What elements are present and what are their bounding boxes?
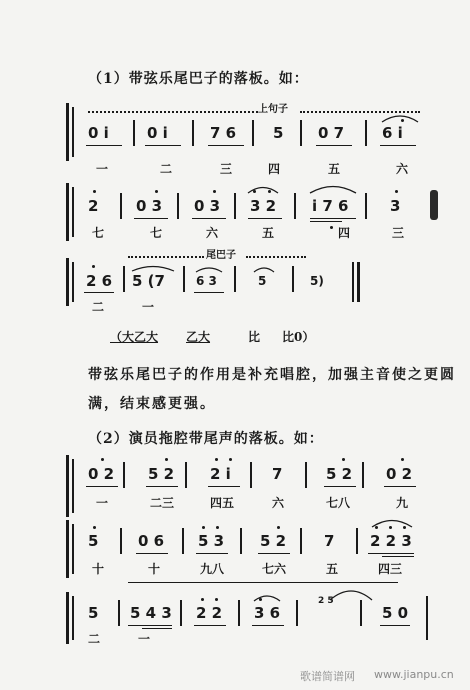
lyric: 十 xyxy=(92,562,105,576)
beat-underline xyxy=(310,221,342,222)
slur xyxy=(252,592,282,602)
lyric: 四三 xyxy=(378,562,403,576)
octave-dot xyxy=(155,190,158,193)
phrase-label-tail: 尾巴子 xyxy=(206,250,236,261)
octave-dot xyxy=(202,526,205,529)
lyric: 三 xyxy=(392,226,405,240)
measure: 5 2 xyxy=(148,465,175,483)
lyric: 七六 xyxy=(262,562,287,576)
percussion-syllable: （大乙大 xyxy=(110,330,159,344)
octave-dot xyxy=(395,190,398,193)
watermark-url: www.jianpu.cn xyxy=(374,668,454,681)
beat-underline xyxy=(192,218,226,219)
beat-underline xyxy=(136,553,168,554)
barline xyxy=(180,600,182,626)
octave-dot xyxy=(215,598,218,601)
beat-underline xyxy=(258,553,290,554)
beat-underline xyxy=(310,218,356,219)
barline-start xyxy=(72,107,74,157)
percussion-syllable: 乙大 xyxy=(186,330,211,344)
lyric: 七八 xyxy=(326,496,351,510)
slur xyxy=(380,112,420,124)
lyric: 七 xyxy=(150,226,163,240)
octave-dot xyxy=(93,190,96,193)
measure: 5 xyxy=(88,604,99,622)
octave-dot xyxy=(259,598,262,601)
measure: 7 xyxy=(324,532,335,550)
lyric: 二三 xyxy=(150,496,175,510)
barline xyxy=(182,528,184,554)
measure: 2 2 xyxy=(196,604,223,622)
barline xyxy=(185,462,187,488)
barline-start xyxy=(66,520,69,578)
beat-underline xyxy=(196,553,228,554)
octave-dot xyxy=(165,458,168,461)
barline xyxy=(123,266,125,292)
lyric: 一 xyxy=(96,496,109,510)
octave-dot xyxy=(342,458,345,461)
lyric: 六 xyxy=(272,496,285,510)
barline xyxy=(360,600,362,626)
measure: 5 2 xyxy=(326,465,353,483)
slur xyxy=(252,264,276,273)
phrase-marker-line xyxy=(128,582,398,583)
barline xyxy=(234,193,236,219)
measure: 0 i xyxy=(147,124,168,142)
barline xyxy=(192,120,194,146)
measure: 2 i xyxy=(210,465,231,483)
barline-end xyxy=(426,596,428,640)
phrase-marker-line xyxy=(128,256,204,258)
barline xyxy=(238,600,240,626)
beat-underline xyxy=(248,218,282,219)
phrase-marker-line xyxy=(246,256,306,258)
octave-dot xyxy=(216,526,219,529)
barline xyxy=(296,600,298,626)
barline-end xyxy=(352,262,354,302)
slur xyxy=(130,262,176,272)
beat-underline xyxy=(316,145,352,146)
percussion-syllable: 比 xyxy=(248,330,261,344)
slur xyxy=(246,184,280,194)
beat-underline xyxy=(324,486,356,487)
watermark-site: 歌谱简谱网 xyxy=(300,670,355,683)
barline xyxy=(362,462,364,488)
beat-underline xyxy=(194,292,224,293)
beat-underline xyxy=(208,145,244,146)
lyric: 一 xyxy=(96,162,109,176)
beat-underline xyxy=(146,486,178,487)
beat-underline xyxy=(145,145,181,146)
slur xyxy=(194,264,224,273)
barline-start xyxy=(66,592,69,644)
measure: 0 3 xyxy=(194,197,221,215)
beat-underline xyxy=(208,486,240,487)
percussion-syllable: 比0） xyxy=(282,330,315,344)
section2-heading: （2）演员拖腔带尾声的落板。如： xyxy=(88,431,324,447)
barline-start xyxy=(66,103,69,161)
octave-dot xyxy=(389,526,392,529)
octave-dot xyxy=(213,190,216,193)
octave-dot xyxy=(215,458,218,461)
barline-start xyxy=(66,455,69,517)
barline xyxy=(240,528,242,554)
octave-dot xyxy=(101,458,104,461)
barline-start xyxy=(72,187,74,237)
barline-start xyxy=(72,524,74,574)
body-paragraph-line: 带弦乐尾巴子的作用是补充唱腔，加强主音使之更圆 xyxy=(88,367,456,383)
barline xyxy=(365,120,367,146)
barline-start xyxy=(72,596,74,640)
beat-underline xyxy=(84,292,114,293)
barline xyxy=(120,528,122,554)
lyric: 九八 xyxy=(200,562,225,576)
octave-dot xyxy=(401,458,404,461)
barline xyxy=(252,120,254,146)
measure: 5 xyxy=(273,124,284,142)
barline-end xyxy=(357,262,360,302)
beat-underline xyxy=(86,486,118,487)
lyric: 五 xyxy=(262,226,275,240)
lyric: 五 xyxy=(326,562,339,576)
beat-underline xyxy=(380,145,416,146)
lyric: 一 xyxy=(142,300,155,314)
beat-underline xyxy=(384,486,416,487)
barline xyxy=(365,193,367,219)
measure: 6 3 xyxy=(196,274,217,288)
measure: 5 4 3 xyxy=(130,604,172,622)
barline xyxy=(118,600,120,626)
lyric: 六 xyxy=(396,162,409,176)
beat-underline xyxy=(252,625,284,626)
measure: 3 6 xyxy=(254,604,281,622)
lyric: 九 xyxy=(396,496,409,510)
barline-start xyxy=(66,258,69,306)
measure: 2 2 3 xyxy=(370,532,412,550)
octave-dot xyxy=(92,265,95,268)
barline xyxy=(300,528,302,554)
barline xyxy=(183,266,185,292)
lyric: 五 xyxy=(328,162,341,176)
barline xyxy=(305,462,307,488)
barline xyxy=(133,120,135,146)
lyric: 一 xyxy=(138,632,151,646)
octave-dot xyxy=(375,526,378,529)
lyric: 四 xyxy=(268,162,281,176)
beat-underline xyxy=(368,553,414,554)
barline xyxy=(120,193,122,219)
measure: 6 i xyxy=(382,124,403,142)
measure: 5 3 xyxy=(198,532,225,550)
barline xyxy=(234,266,236,292)
octave-dot xyxy=(93,526,96,529)
measure: 5) xyxy=(310,274,324,288)
measure: 0 7 xyxy=(318,124,345,142)
measure: i 7 6 xyxy=(312,197,349,215)
octave-dot xyxy=(403,526,406,529)
beat-underline xyxy=(382,556,414,557)
phrase-marker-line xyxy=(88,111,258,113)
measure: 5 xyxy=(88,532,99,550)
barline xyxy=(250,462,252,488)
beat-underline xyxy=(134,218,168,219)
octave-dot xyxy=(229,458,232,461)
lyric: 二 xyxy=(160,162,173,176)
barline xyxy=(177,193,179,219)
print-smudge xyxy=(430,190,438,220)
measure: 2 6 xyxy=(86,272,113,290)
phrase-label-top: 上句子 xyxy=(258,104,288,115)
barline xyxy=(294,193,296,219)
lyric: 七 xyxy=(92,226,105,240)
barline xyxy=(123,462,125,488)
octave-dot xyxy=(201,598,204,601)
lyric: 六 xyxy=(206,226,219,240)
slur xyxy=(308,182,358,194)
lyric: 三 xyxy=(220,162,233,176)
barline-start xyxy=(72,459,74,513)
beat-underline xyxy=(194,625,226,626)
beat-underline xyxy=(128,625,172,626)
grace-note: 2 5 xyxy=(318,596,334,606)
barline-start xyxy=(72,262,74,302)
measure: 7 xyxy=(272,465,283,483)
barline xyxy=(292,266,294,292)
measure: 0 3 xyxy=(136,197,163,215)
measure: 5 0 xyxy=(382,604,409,622)
measure: 5 2 xyxy=(260,532,287,550)
measure: 3 2 xyxy=(250,197,277,215)
measure: 3 xyxy=(390,197,401,215)
lyric: 四五 xyxy=(210,496,235,510)
barline xyxy=(356,528,358,554)
measure: 0 2 xyxy=(88,465,115,483)
lyric: 二 xyxy=(92,300,105,314)
barline-start xyxy=(66,183,69,241)
octave-dot xyxy=(330,226,333,229)
lyric: 十 xyxy=(148,562,161,576)
measure: 0 i xyxy=(88,124,109,142)
slur xyxy=(328,586,374,602)
section1-heading: （1）带弦乐尾巴子的落板。如： xyxy=(88,71,309,87)
measure: 5 xyxy=(258,274,267,288)
beat-underline xyxy=(380,625,410,626)
measure: 2 xyxy=(88,197,99,215)
measure: 0 6 xyxy=(138,532,165,550)
beat-underline xyxy=(86,145,122,146)
measure: 7 6 xyxy=(210,124,237,142)
lyric: 四 xyxy=(338,226,351,240)
body-paragraph-line: 满，结束感更强。 xyxy=(88,396,216,412)
octave-dot xyxy=(277,526,280,529)
measure: 5 (7 xyxy=(132,272,165,290)
lyric: 二 xyxy=(88,632,101,646)
measure: 0 2 xyxy=(386,465,413,483)
barline xyxy=(300,120,302,146)
